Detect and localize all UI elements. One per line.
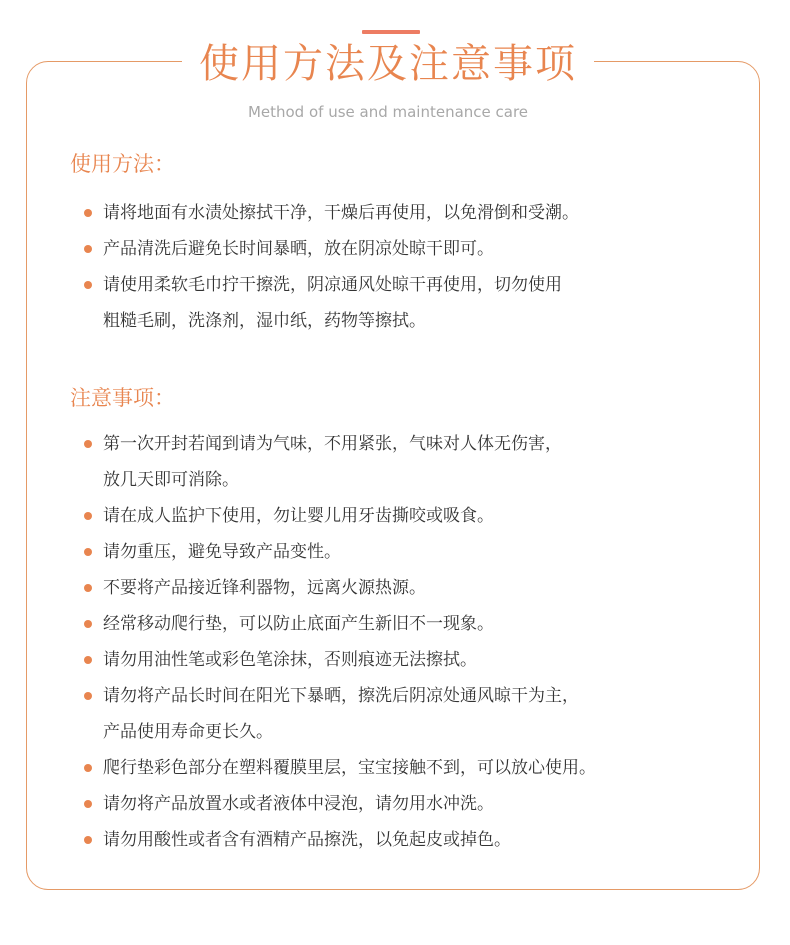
usage-list (84, 195, 744, 339)
notes-item-text: 请勿用油性笔或彩色笔涂抹，否则痕迹无法擦拭。 (103, 650, 477, 670)
page-title: 使用方法及注意事项 (199, 41, 577, 87)
bullet-dot-icon (84, 281, 92, 289)
notes-item-text: 请勿将产品放置水或者液体中浸泡，请勿用水冲洗。 (103, 794, 494, 814)
page-subtitle: Method of use and maintenance care (247, 103, 529, 121)
notes-item (84, 426, 744, 498)
notes-item (84, 498, 744, 534)
bullet-dot-icon (84, 584, 92, 592)
bullet-dot-icon (84, 836, 92, 844)
notes-item (84, 750, 744, 786)
bullet-dot-icon (84, 800, 92, 808)
notes-item-text: 放几天即可消除。 (103, 470, 239, 490)
bullet-dot-icon (84, 620, 92, 628)
notes-heading: 注意事项： (70, 386, 175, 410)
notes-item-text: 产品使用寿命更长久。 (103, 722, 273, 742)
notes-item (84, 822, 744, 858)
notes-item (84, 642, 744, 678)
bullet-dot-icon (84, 209, 92, 217)
bullet-dot-icon (84, 656, 92, 664)
notes-item-text: 经常移动爬行垫，可以防止底面产生新旧不一现象。 (103, 614, 494, 634)
notes-item (84, 534, 744, 570)
usage-item-text: 请将地面有水渍处擦拭干净，干燥后再使用，以免滑倒和受潮。 (103, 203, 579, 223)
usage-item (84, 231, 744, 267)
notes-item-text: 请勿重压，避免导致产品变性。 (103, 542, 341, 562)
usage-item-text: 请使用柔软毛巾拧干擦洗，阴凉通风处晾干再使用，切勿使用 (103, 275, 562, 295)
notes-item-text: 请勿将产品长时间在阳光下暴晒，擦洗后阴凉处通风晾干为主， (103, 686, 579, 706)
notes-item-text: 请勿用酸性或者含有酒精产品擦洗，以免起皮或掉色。 (103, 830, 511, 850)
usage-item-text: 粗糙毛刷，洗涤剂，湿巾纸，药物等擦拭。 (103, 311, 426, 331)
usage-item (84, 267, 744, 339)
bullet-dot-icon (84, 440, 92, 448)
notes-item (84, 786, 744, 822)
notes-item-text: 不要将产品接近锋利器物，远离火源热源。 (103, 578, 426, 598)
usage-item (84, 195, 744, 231)
notes-item (84, 678, 744, 750)
bullet-dot-icon (84, 245, 92, 253)
bullet-dot-icon (84, 512, 92, 520)
notes-item (84, 606, 744, 642)
notes-item-text: 请在成人监护下使用，勿让婴儿用牙齿撕咬或吸食。 (103, 506, 494, 526)
notes-item-text: 第一次开封若闻到请为气味，不用紧张，气味对人体无伤害， (103, 434, 562, 454)
bullet-dot-icon (84, 692, 92, 700)
usage-heading: 使用方法： (70, 152, 175, 176)
notes-item-text: 爬行垫彩色部分在塑料覆膜里层，宝宝接触不到，可以放心使用。 (103, 758, 596, 778)
notes-item (84, 570, 744, 606)
notes-list (84, 426, 744, 858)
bullet-dot-icon (84, 764, 92, 772)
bullet-dot-icon (84, 548, 92, 556)
usage-item-text: 产品清洗后避免长时间暴晒，放在阴凉处晾干即可。 (103, 239, 494, 259)
top-accent-line (362, 30, 420, 34)
